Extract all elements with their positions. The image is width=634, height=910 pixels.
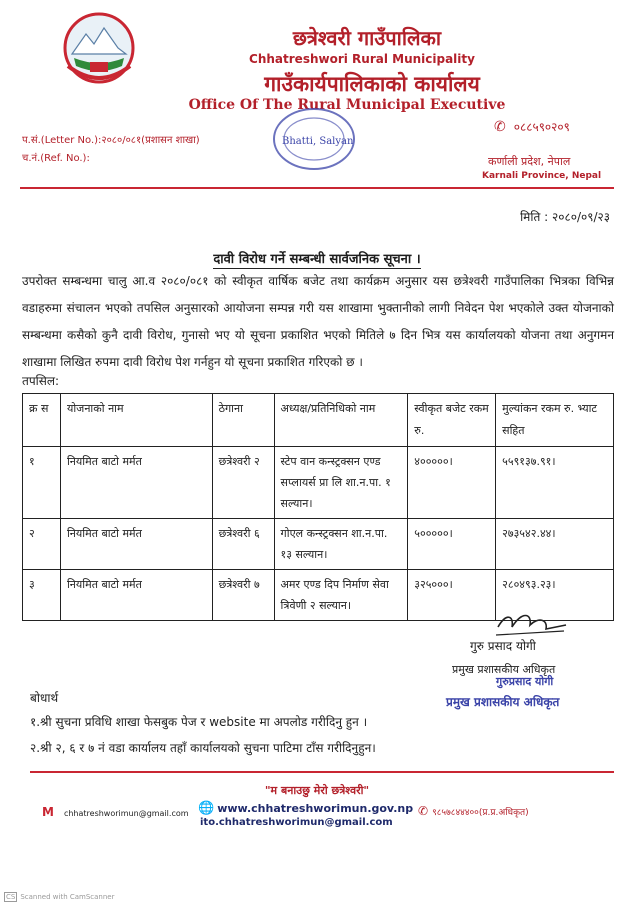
cell-evaluation-amount: २८०४९३.२३। <box>496 570 614 621</box>
reference-number: च.नं.(Ref. No.): <box>22 153 90 164</box>
table-header-row <box>23 394 614 447</box>
header-divider <box>20 187 614 189</box>
municipality-title-np: छत्रेश्वरी गाउँपालिका <box>292 26 442 50</box>
cell-address: छत्रेश्वरी ६ <box>212 519 274 570</box>
footer-divider <box>30 771 614 773</box>
cell-approved-budget: ३२५०००। <box>408 570 496 621</box>
table-row <box>23 519 614 570</box>
phone-icon: ✆ <box>494 119 506 135</box>
signatory-stamp-name: गुरुप्रसाद योगी <box>496 675 554 688</box>
header-project-name: योजनाको नाम <box>60 394 212 447</box>
cell-project-name: नियमित बाटो मर्मत <box>60 447 212 519</box>
signatory-name: गुरु प्रसाद योगी <box>470 639 536 653</box>
cc-item: १.श्री सुचना प्रविधि शाखा फेसबुक पेज र website मा अपलोड गरीदिनु हुन । <box>30 715 368 729</box>
cell-evaluation-amount: ५५९१३७.९१। <box>496 447 614 519</box>
table-row <box>23 447 614 519</box>
cc-item: २.श्री २, ६ र ७ नं वडा कार्यालय तहाँ कार्यालयको सुचना पाटिमा टाँस गरीदिनुहुन। <box>30 741 376 755</box>
notice-date: मिति : २०८०/०९/२३ <box>520 210 610 224</box>
footer-it-email[interactable]: ito.chhatreshworimun@gmail.com <box>200 817 393 828</box>
office-title-en: Office Of The Rural Municipal Executive <box>188 97 506 113</box>
phone-icon: ✆ <box>418 804 429 818</box>
globe-icon: 🌐 <box>198 801 215 816</box>
cell-sn: २ <box>23 519 61 570</box>
cell-approved-budget: ५०००००। <box>408 519 496 570</box>
footer-phone: ✆ ९८५७८४४४००(प्र.प्र.अधिकृत) <box>418 804 529 818</box>
header-chairperson: अध्यक्ष/प्रतिनिधिको नाम <box>274 394 408 447</box>
footer-website[interactable]: 🌐 www.chhatreshworimun.gov.np <box>198 801 414 816</box>
cell-approved-budget: ४०००००। <box>408 447 496 519</box>
signature-mark <box>492 605 572 639</box>
header-approved-budget: स्वीकृत बजेट रकम रु. <box>408 394 496 447</box>
province-en: Karnali Province, Nepal <box>482 171 602 181</box>
details-label: तपसिल: <box>22 374 60 388</box>
cell-chairperson: अमर एण्ड दिप निर्माण सेवा त्रिवेणी २ सल्यान। <box>274 570 408 621</box>
cc-label: बोधार्थ <box>30 691 59 705</box>
cell-project-name: नियमित बाटो मर्मत <box>60 570 212 621</box>
mail-icon: M <box>42 805 54 819</box>
stamp-location-text: Bhatti, Salyan <box>282 136 354 147</box>
cell-evaluation-amount: २७३५४२.४४। <box>496 519 614 570</box>
footer-slogan: "म बनाउछु मेरो छत्रेश्वरी" <box>264 784 370 797</box>
header-sn: क्र स <box>23 394 61 447</box>
scanner-watermark: CS Scanned with CamScanner <box>6 893 115 901</box>
project-table <box>22 393 614 621</box>
cell-chairperson: गोएल कन्स्ट्रक्सन शा.न.पा. १३ सल्यान। <box>274 519 408 570</box>
cell-address: छत्रेश्वरी २ <box>212 447 274 519</box>
cell-sn: ३ <box>23 570 61 621</box>
header-evaluation-amount: मुल्यांकन रकम रु. भ्याट सहित <box>496 394 614 447</box>
notice-subject: दावी विरोध गर्ने सम्बन्धी सार्वजनिक सूचना । <box>213 252 421 267</box>
cell-address: छत्रेश्वरी ७ <box>212 570 274 621</box>
province-np: कर्णाली प्रदेश, नेपाल <box>488 155 571 168</box>
signatory-title: प्रमुख प्रशासकीय अधिकृत <box>452 663 556 676</box>
cell-project-name: नियमित बाटो मर्मत <box>60 519 212 570</box>
notice-body: उपरोक्त सम्बन्धमा चालु आ.व २०८०/०८१ को स्वीकृत वार्षिक बजेट तथा कार्यक्रम अनुसार यस छत्रेश्वरी गाउँपालिका भित्रका विभिन्न वडाहरुमा संचालन भएको तपसिल अनुसारको आयोजना सम्पन्न गरी यस शाखामा भुक्तानीको लागी निवेदन पेश भएकोले उक्त योजनाको सम्बन्धमा कसैको कुनै दावी विरोध, गुनासो भए यो सूचना प्रकाशित भएको मितिले ७ दिन भित्र यस कार्यालयको योजना तथा अनुगमन शाखामा लिखित रुपमा दावी विरोध पेश गर्नहुन यो सूचना प्रकाशित गरिएको छ । <box>22 274 614 369</box>
letter-number: प.सं.(Letter No.):२०८०/०८१(प्रशासन शाखा) <box>22 135 200 146</box>
cell-sn: १ <box>23 447 61 519</box>
cell-chairperson: स्टेप वान कन्स्ट्रक्सन एण्ड सप्लायर्स प्रा लि शा.न.पा. १ सल्यान। <box>274 447 408 519</box>
footer-email: M chhatreshworimun@gmail.com <box>42 805 189 819</box>
municipality-title-en: Chhatreshwori Rural Municipality <box>249 52 475 66</box>
header-phone: ✆ ०८८५९०२०९ <box>494 119 570 135</box>
header-address: ठेगाना <box>212 394 274 447</box>
signatory-stamp-title: प्रमुख प्रशासकीय अधिकृत <box>446 695 560 709</box>
camscanner-icon: CS <box>6 893 16 901</box>
office-title-np: गाउँकार्यपालिकाको कार्यालय <box>264 71 480 96</box>
